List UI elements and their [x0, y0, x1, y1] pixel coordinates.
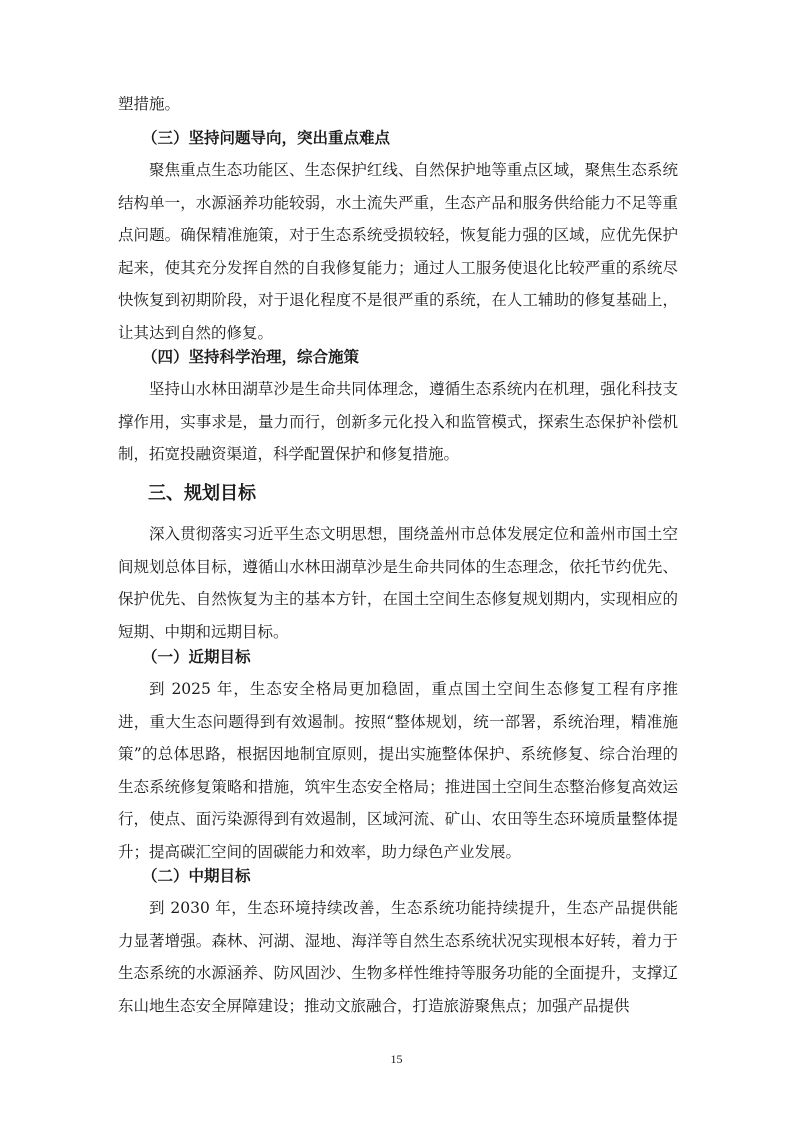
mid-term-heading: （二）中期目标	[142, 867, 251, 885]
principle-3-heading: （三）坚持问题导向，突出重点难点	[142, 129, 391, 147]
near-term-paragraph	[118, 673, 678, 868]
principle-4-paragraph	[118, 373, 678, 471]
principle-3-text: 聚焦重点生态功能区、生态保护红线、自然保护地等重点区域，聚焦生态系统结构单一，水源涵养功能较弱，水土流失严重，生态产品和服务供给能力不足等重点问题。确保精准施策，对于生态系统受损较轻，恢复能力强的区域，应优先保护起来，使其充分发挥自然的自我修复能力；通过人工服务使退化比较严重的系统尽快恢复到初期阶段，对于退化程度不是很严重的系统，在人工辅助的修复基础上，让其达到自然的修复。	[118, 161, 678, 342]
goals-section-heading: 三、规划目标	[148, 483, 256, 504]
mid-term-paragraph	[118, 892, 678, 1022]
near-term-text: 到 2025 年，生态安全格局更加稳固，重点国土空间生态修复工程有序推进，重大生态问题得到有效遏制。按照“整体规划，统一部署，系统治理，精准施策”的总体思路，根据因地制宜原则，提出实施整体保护、系统修复、综合治理的生态系统修复策略和措施，筑牢生态安全格局；推进国土空间生态整治修复高效运行，使点、面污染源得到有效遏制，区域河流、矿山、农田等生态环境质量整体提升；提高碳汇空间的固碳能力和效率，助力绿色产业发展。	[118, 680, 678, 861]
principle-3-paragraph	[118, 154, 678, 349]
mid-term-text: 到 2030 年，生态环境持续改善，生态系统功能持续提升，生态产品提供能力显著增强。森林、河湖、湿地、海洋等自然生态系统状况实现根本好转，着力于生态系统的水源涵养、防风固沙、生物多样性维持等服务功能的全面提升，支撑辽东山地生态安全屏障建设；推动文旅融合，打造旅游聚焦点；加强产品提供	[118, 899, 678, 1015]
near-term-heading: （一）近期目标	[142, 648, 251, 666]
page-number: 15	[390, 1052, 403, 1066]
goals-intro-text: 深入贯彻落实习近平生态文明思想，围绕盖州市总体发展定位和盖州市国土空间规划总体目标，遵循山水林田湖草沙是生命共同体的生态理念，依托节约优先、保护优先、自然恢复为主的基本方针，在国土空间生态修复规划期内，实现相应的短期、中期和远期目标。	[118, 525, 678, 641]
principle-4-heading: （四）坚持科学治理，综合施策	[142, 348, 360, 366]
principle-4-text: 坚持山水林田湖草沙是生命共同体理念，遵循生态系统内在机理，强化科技支撑作用，实事求是，量力而行，创新多元化投入和监管模式，探索生态保护补偿机制，拓宽投融资渠道，科学配置保护和修复措施。	[118, 380, 678, 463]
goals-intro-paragraph	[118, 518, 678, 648]
continuation-text: 塑措施。	[118, 95, 181, 113]
